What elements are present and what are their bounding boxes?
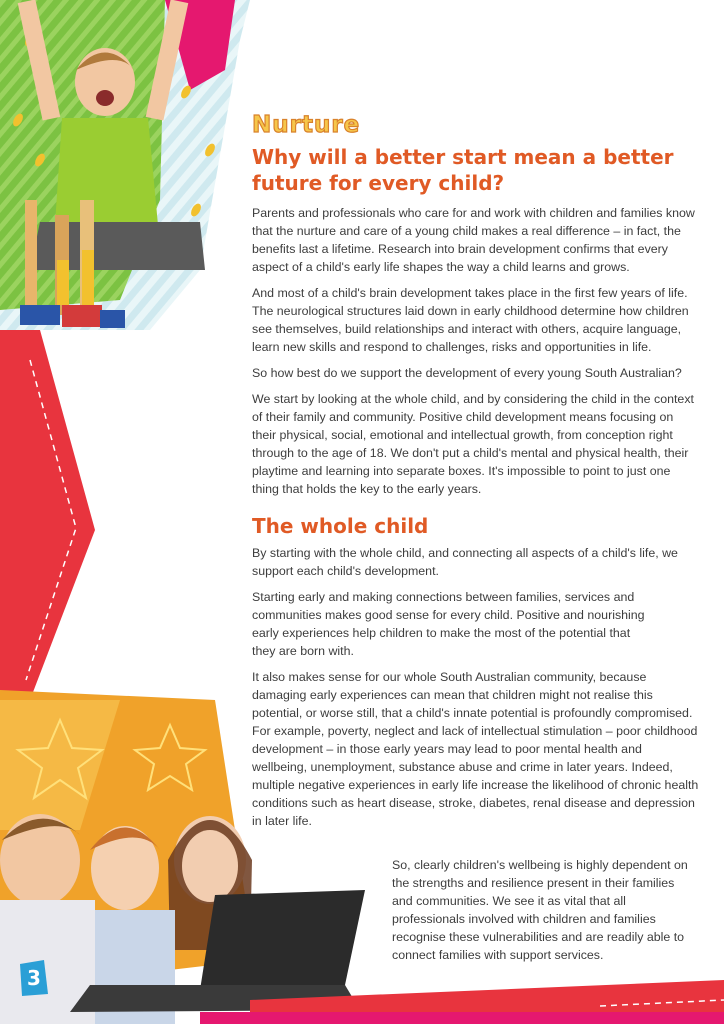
paragraph-2: And most of a child's brain development takes place in the first few years of life. The neurological structures laid down in early childhood determine how children see themselves, build relationships and interact with others, acquire language, learn new skills and respond to challenges, risks and opportunities in life. bbox=[252, 286, 689, 354]
paragraph-7: It also makes sense for our whole South Australian community, because damaging early experiences can mean that children might not realise this potential, or worse still, that a child's innate potential is profoundly compromised. For example, poverty, neglect and lack of intellectual stimulation – poor childhood development – in those early years may lead to poor mental health and wellbeing, unemployment, substance abuse and crime in later years. Indeed, multiple negative experiences in early life increase the likelihood of chronic health conditions such as heart disease, stroke, diabetes, renal disease and depression in later life. bbox=[252, 670, 699, 828]
article-body bbox=[252, 112, 700, 838]
children-laptop-image bbox=[0, 814, 365, 1024]
paragraph-1: Parents and professionals who care for and work with children and families know that the nurture and care of a young child makes a real difference – in fact, the benefits last a lifetime. Research into brain development confirms that every aspect of a child's early life shapes the way a child learns and grows. bbox=[252, 206, 695, 274]
paragraph-8: So, clearly children's wellbeing is highly dependent on the strengths and resilience present in their families and communities. We see it as vital that all professionals involved with children and families recognise these vulnerabilities and are readily able to connect families with support services. bbox=[392, 858, 688, 962]
section-tag: Nurture bbox=[252, 112, 361, 138]
section-heading: The whole child bbox=[252, 514, 429, 538]
page-number: 3 bbox=[27, 966, 41, 990]
paragraph-3: So how best do we support the development of every young South Australian? bbox=[252, 366, 682, 380]
closing-block bbox=[392, 856, 692, 972]
page-heading: Why will a better start mean a better future for every child? bbox=[252, 145, 674, 195]
bottom-pink-band bbox=[200, 1012, 724, 1024]
red-band bbox=[0, 330, 95, 700]
paragraph-4: We start by looking at the whole child, and by considering the child in the context of their family and community. Positive child development means focusing on their physical, social, emotional and intellectual growth, from conception right through to the age of 18. We don't put a child's mental and physical health, their playtime and learning into separate boxes. It's impossible to point to just one thing that holds the key to the early years. bbox=[252, 392, 694, 496]
paragraph-6: Starting early and making connections between families, services and communities makes good sense for every child. Positive and nourishing early experiences help children to make the most of the potential that they are born with. bbox=[252, 590, 645, 658]
paragraph-5: By starting with the whole child, and connecting all aspects of a child's life, we support each child's development. bbox=[252, 546, 678, 578]
